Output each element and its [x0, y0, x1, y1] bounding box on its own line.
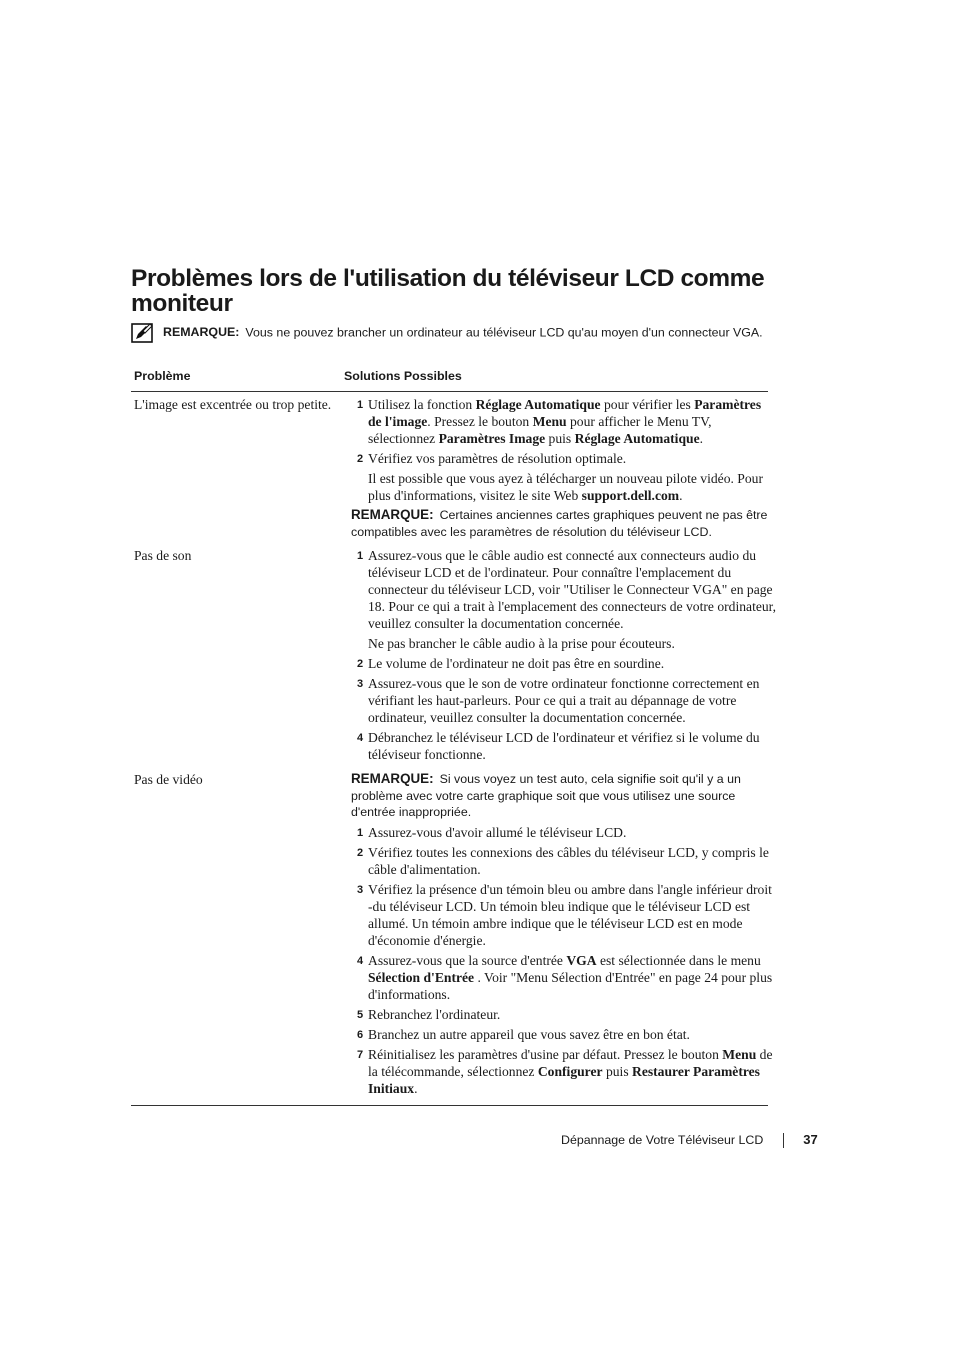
solution-step: 4 Assurez-vous que la source d'entrée VGA est sélectionnée dans le menu Sélection d'Entrée . Voir "Menu Sélection d'Entrée" en page 24 pour plus d'informations.	[357, 952, 773, 1002]
text-run: pour vérifier les	[600, 397, 695, 412]
text-run: Ne pas brancher le câble audio à la prise pour écouteurs.	[368, 636, 675, 651]
bold-term: Menu	[722, 1046, 757, 1062]
solution-step: 7 Réinitialisez les paramètres d'usine par défaut. Pressez le bouton Menu de la télécommande, sélectionnez Configurer puis Restaurer Paramètres Initiaux.	[357, 1046, 773, 1096]
solutions-cell	[351, 396, 778, 543]
text-run: Réinitialisez les paramètres d'usine par défaut. Pressez le bouton	[368, 1046, 723, 1062]
remarque-note: REMARQUE: Si vous voyez un test auto, cela signifie soit qu'il y a un problème avec votre carte graphique soit que vous utilisez une source d'entrée inappropriée.	[351, 771, 741, 819]
text-run: Assurez-vous que la source d'entrée	[368, 952, 567, 968]
problem-cell: Pas de vidéo	[134, 772, 203, 787]
solution-step: 2 Vérifiez vos paramètres de résolution optimale.	[357, 451, 627, 466]
table-row	[131, 396, 768, 543]
solution-step: 2 Vérifiez toutes les connexions des câbles du téléviseur LCD, y compris le câble d'alimentation.	[357, 844, 769, 877]
solution-step: 1 Utilisez la fonction Réglage Automatique pour vérifier les Paramètres de l'image. Pressez le bouton Menu pour afficher le Menu TV, sélectionnez Paramètres Image puis Réglage Automatique.	[357, 397, 762, 446]
solution-step: 1 Assurez-vous que le câble audio est connecté aux connecteurs audio du téléviseur LCD et de l'ordinateur. Pour connaître l'emplacement du connecteur du téléviseur LCD, voir "Utiliser le Connecteur VGA" en page 18. Pour ce qui a trait à l'emplacement des connecteurs de votre ordinateur, veuillez consulter la documentation concernée.	[357, 548, 777, 631]
table-bottom-rule	[131, 1105, 768, 1106]
text-run: Vérifiez vos paramètres de résolution optimale.	[368, 451, 627, 466]
bold-term: Configurer	[537, 1063, 603, 1079]
bold-term: Réglage Automatique	[574, 431, 700, 446]
table-header	[131, 364, 768, 392]
problem-cell: Pas de son	[134, 548, 192, 563]
text-run: puis	[545, 431, 575, 446]
page-number: 37	[803, 1132, 818, 1147]
page-title: Problèmes lors de l'utilisation du téléviseur LCD comme moniteur	[131, 265, 765, 317]
text-run: de la télécommande, sélectionnez	[368, 1046, 773, 1079]
bold-term: Réglage Automatique	[475, 397, 601, 412]
solution-step	[351, 635, 778, 652]
solutions-cell	[351, 547, 778, 766]
text-run: Assurez-vous que le son de votre ordinateur fonctionne correctement en vérifiant les haut-parleurs. Pour ce qui a trait au dépannage de votre ordinateur, veuillez consulter la documentation concernée.	[368, 676, 760, 725]
bold-term: Restaurer Paramètres Initiaux	[368, 1063, 760, 1096]
solution-step: 1 Assurez-vous d'avoir allumé le téléviseur LCD.	[357, 824, 627, 840]
text-run: Branchez un autre appareil que vous savez être en bon état.	[368, 1026, 690, 1042]
solution-step: 6 Branchez un autre appareil que vous savez être en bon état.	[357, 1026, 690, 1042]
bold-term: Menu	[532, 414, 567, 429]
solution-step: 4 Débranchez le téléviseur LCD de l'ordinateur et vérifiez si le volume du téléviseur fonctionne.	[357, 730, 760, 762]
note-pencil-icon	[131, 323, 153, 343]
text-run: Vérifiez toutes les connexions des câbles du téléviseur LCD, y compris le câble d'alimentation.	[368, 844, 769, 877]
table-row	[131, 547, 777, 766]
text-run: . Voir "Menu Sélection d'Entrée" en page 24 pour plus d'informations.	[368, 969, 773, 1002]
footer-section-title: Dépannage de Votre Téléviseur LCD	[561, 1133, 764, 1147]
text-run: Rebranchez l'ordinateur.	[368, 1006, 501, 1022]
bold-term: Paramètres de l'image	[368, 397, 762, 429]
table-row	[131, 771, 773, 1100]
text-run: Utilisez la fonction	[368, 397, 476, 412]
header-problem: Problème	[134, 369, 191, 383]
text-run: Il est possible que vous ayez à télécharger un nouveau pilote vidéo. Pour plus d'informations, visitez le site Web	[368, 471, 763, 503]
text-run: est sélectionnée dans le menu	[596, 952, 761, 968]
text-run: .	[699, 431, 704, 446]
problem-cell: L'image est excentrée ou trop petite.	[134, 397, 332, 412]
text-run: Le volume de l'ordinateur ne doit pas être en sourdine.	[368, 656, 665, 671]
note-box	[131, 323, 791, 343]
text-run: Débranchez le téléviseur LCD de l'ordinateur et vérifiez si le volume du téléviseur fonctionne.	[368, 730, 760, 762]
text-run: Assurez-vous d'avoir allumé le téléviseur LCD.	[368, 824, 627, 840]
bold-term: support.dell.com	[581, 488, 680, 503]
bold-term: VGA	[566, 952, 597, 968]
solution-step: 2 Le volume de l'ordinateur ne doit pas être en sourdine.	[357, 656, 665, 671]
footer-divider	[783, 1133, 784, 1148]
text-run: puis	[602, 1063, 633, 1079]
text-run: Vérifiez la présence d'un témoin bleu ou ambre dans l'angle inférieur droit -du téléviseur LCD. Un témoin bleu indique que le téléviseur LCD est allumé. Un témoin ambre indique que le téléviseur LCD est en mode d'économie d'énergie.	[368, 881, 772, 948]
solution-step: 5 Rebranchez l'ordinateur.	[357, 1006, 501, 1022]
remarque-note: REMARQUE: Certaines anciennes cartes graphiques peuvent ne pas être compatibles avec les paramètres de résolution du téléviseur LCD.	[351, 507, 768, 539]
text-run: pour afficher le Menu TV, sélectionnez	[368, 414, 712, 446]
troubleshooting-table	[131, 364, 777, 1106]
text-run: .	[414, 1080, 418, 1096]
bold-term: Sélection d'Entrée	[368, 969, 475, 985]
header-solutions: Solutions Possibles	[344, 369, 462, 383]
solution-step: 3 Vérifiez la présence d'un témoin bleu ou ambre dans l'angle inférieur droit -du téléviseur LCD. Un témoin bleu indique que le téléviseur LCD est allumé. Un témoin ambre indique que le téléviseur LCD est en mode d'économie d'énergie.	[357, 881, 772, 948]
solution-paragraph	[351, 470, 778, 504]
text-run: . Pressez le bouton	[427, 414, 533, 429]
page-footer	[561, 1132, 818, 1148]
note-label: REMARQUE:	[163, 325, 240, 340]
solutions-cell	[351, 771, 778, 1100]
text-run: .	[679, 488, 683, 503]
bold-term: Paramètres Image	[438, 431, 546, 446]
text-run: Assurez-vous que le câble audio est connecté aux connecteurs audio du téléviseur LCD et de l'ordinateur. Pour connaître l'emplacement du connecteur du téléviseur LCD, voir "Utiliser le Connecteur VGA" en page 18. Pour ce qui a trait à l'emplacement des connecteurs de votre ordinateur, veuillez consulter la documentation concernée.	[368, 548, 777, 631]
solution-step: 3 Assurez-vous que le son de votre ordinateur fonctionne correctement en vérifiant les haut-parleurs. Pour ce qui a trait au dépannage de votre ordinateur, veuillez consulter la documentation concernée.	[357, 676, 760, 725]
note-text: Vous ne pouvez brancher un ordinateur au téléviseur LCD qu'au moyen d'un connecteur VGA.	[245, 325, 763, 340]
